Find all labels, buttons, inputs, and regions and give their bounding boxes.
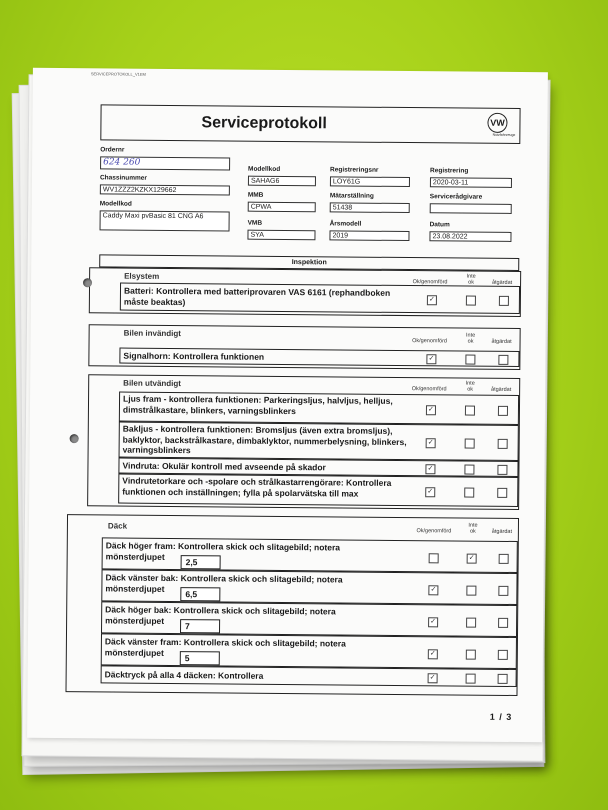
ok-checkbox[interactable]: ✓ xyxy=(426,354,436,364)
atgardat-checkbox[interactable] xyxy=(498,674,508,684)
tread-depth-field[interactable]: 2,5 xyxy=(181,555,221,569)
ok-checkbox[interactable]: ✓ xyxy=(428,585,438,595)
row-text: Signalhorn: Kontrollera funktionen xyxy=(123,350,265,362)
modellkod-label: Modellkod xyxy=(248,165,281,173)
atgardat-checkbox[interactable] xyxy=(498,406,508,416)
col-ok-header: Ok/genomförd xyxy=(416,528,452,535)
row-text: Däck vänster bak: Kontrollera skick och slitagebild; notera mönsterdjupet xyxy=(105,572,343,594)
modell-label: Modellkod xyxy=(99,200,132,208)
inte-ok-checkbox[interactable] xyxy=(465,439,475,449)
tread-depth-field[interactable]: 7 xyxy=(180,619,220,633)
punch-hole xyxy=(70,434,79,443)
ok-checkbox[interactable]: ✓ xyxy=(425,464,435,474)
brand-subtitle: Nutzfahrzeuge xyxy=(492,132,516,137)
table-row xyxy=(119,422,519,461)
ordernr-field[interactable]: 624 260 xyxy=(100,156,230,170)
table-row xyxy=(101,601,517,637)
row-text: Däck vänster fram: Kontrollera skick och slitagebild; notera mönsterdjupet xyxy=(104,636,346,658)
ok-checkbox[interactable]: ✓ xyxy=(428,649,438,659)
dack-title: Däck xyxy=(107,521,128,531)
registrering-field[interactable]: 2020-03-11 xyxy=(430,177,512,188)
atgardat-checkbox[interactable] xyxy=(497,488,507,498)
atgardat-checkbox[interactable] xyxy=(499,296,509,306)
mmb-label: MMB xyxy=(247,191,264,199)
row-text: Vindrutetorkare och -spolare och strålkastarrengörare: Kontrollera funktionen och inställningen; fylla på spolarvätska till max xyxy=(122,475,392,499)
vmb-field[interactable]: SYA xyxy=(247,230,315,241)
ok-checkbox[interactable]: ✓ xyxy=(426,405,436,415)
ok-checkbox[interactable]: ✓ xyxy=(427,295,437,305)
col-ok-header: Ok/genomförd xyxy=(412,338,448,345)
elsystem-title: Elsystem xyxy=(124,271,160,281)
row-text: Däck höger fram: Kontrollera skick och slitagebild; notera mönsterdjupet xyxy=(105,540,341,562)
datum-label: Datum xyxy=(429,221,450,229)
row-text: Bakljus - kontrollera funktionen: Bromsljus (även extra bromsljus), baklyktor, backstrålkastare, dimbaklyktor, nummerbelysning, blinkers, varningsblinkers xyxy=(122,423,407,456)
table-row xyxy=(102,537,518,573)
invandigt-title: Bilen invändigt xyxy=(123,328,182,339)
col-inte-ok-header: Inte ok xyxy=(465,380,475,393)
invandigt-section xyxy=(88,324,520,370)
page-title: Serviceprotokoll xyxy=(201,114,327,133)
ok-checkbox[interactable]: ✓ xyxy=(425,487,435,497)
ok-checkbox[interactable]: ✓ xyxy=(428,673,438,683)
row-text: Däck höger bak: Kontrollera skick och slitagebild; notera mönsterdjupet xyxy=(105,604,336,626)
utvandigt-title: Bilen utvändigt xyxy=(123,378,182,389)
ok-checkbox[interactable]: ✓ xyxy=(426,438,436,448)
matar-label: Mätarställning xyxy=(329,192,374,200)
inte-ok-checkbox[interactable] xyxy=(466,296,476,306)
atgardat-checkbox[interactable] xyxy=(498,439,508,449)
atgardat-checkbox[interactable] xyxy=(499,554,509,564)
ordernr-label: Ordernr xyxy=(100,146,125,154)
table-row xyxy=(120,283,520,314)
matar-field[interactable]: 51438 xyxy=(330,202,410,213)
servicemottagare-label: Servicerådgivare xyxy=(429,193,483,201)
inte-ok-checkbox[interactable]: ✓ xyxy=(467,554,477,564)
utvandigt-section xyxy=(87,374,520,510)
inspection-title: Inspektion xyxy=(99,254,519,271)
row-text: Ljus fram - kontrollera funktionen: Parkeringsljus, halvljus, helljus, dimstrålkastare, blinkers, varningsblinkers xyxy=(122,393,393,416)
chassinummer-field[interactable]: WV1ZZZ2KZKX129662 xyxy=(100,184,230,195)
col-atgardat-header: åtgärdat xyxy=(491,528,513,535)
datum-field[interactable]: 23.08.2022 xyxy=(429,231,511,242)
table-row xyxy=(101,633,517,669)
inte-ok-checkbox[interactable] xyxy=(465,355,475,365)
atgardat-checkbox[interactable] xyxy=(498,618,508,628)
table-row xyxy=(118,474,518,507)
atgardat-checkbox[interactable] xyxy=(497,465,507,475)
table-row xyxy=(101,569,517,605)
regnr-label: Registreringsnr xyxy=(330,166,379,174)
small-print: SERVICEPROTOKOLL_V1EM xyxy=(90,71,146,77)
table-row xyxy=(119,348,519,367)
chassinummer-label: Chassinummer xyxy=(99,174,147,182)
arsmodell-label: Årsmodell xyxy=(329,220,362,228)
service-protocol-page xyxy=(27,68,548,742)
col-inte-ok-header: Inte ok xyxy=(465,332,476,345)
modell-field[interactable]: Caddy Maxi pvBasic 81 CNG A6 xyxy=(100,210,230,231)
col-atgardat-header: åtgärdat xyxy=(491,338,512,345)
registrering-label: Registrering xyxy=(430,167,469,175)
col-atgardat-header: åtgärdat xyxy=(491,279,513,286)
atgardat-checkbox[interactable] xyxy=(498,650,508,660)
arsmodell-field[interactable]: 2019 xyxy=(329,230,409,241)
row-text: Batteri: Kontrollera med batteriprovaren VAS 6161 (rephandboken måste beaktas) xyxy=(123,285,391,307)
servicemottagare-field[interactable] xyxy=(430,203,512,214)
row-text: Däcktryck på alla 4 däcken: Kontrollera xyxy=(104,669,264,681)
inte-ok-checkbox[interactable] xyxy=(466,674,476,684)
table-row xyxy=(119,392,519,425)
elsystem-section xyxy=(89,267,521,317)
tread-depth-field[interactable]: 5 xyxy=(180,651,220,665)
inte-ok-checkbox[interactable] xyxy=(466,650,476,660)
inte-ok-checkbox[interactable] xyxy=(464,465,474,475)
regnr-field[interactable]: LOY61G xyxy=(330,176,410,187)
title-box xyxy=(100,104,520,144)
inte-ok-checkbox[interactable] xyxy=(466,618,476,628)
col-inte-ok-header: Inte ok xyxy=(466,273,476,286)
modellkod-field[interactable]: SAHAG6 xyxy=(248,176,316,187)
col-inte-ok-header: Inte ok xyxy=(468,522,478,535)
inte-ok-checkbox[interactable] xyxy=(464,488,474,498)
row-text: Vindruta: Okulär kontroll med avseende på skador xyxy=(122,460,326,473)
table-row xyxy=(101,665,517,687)
col-ok-header: Ok/genomförd xyxy=(411,386,447,393)
col-ok-header: Ok/genomförd xyxy=(412,279,448,286)
col-atgardat-header: åtgärdat xyxy=(491,386,512,393)
atgardat-checkbox[interactable] xyxy=(498,586,508,596)
tread-depth-field[interactable]: 6,5 xyxy=(180,587,220,601)
atgardat-checkbox[interactable] xyxy=(498,355,508,365)
ok-checkbox[interactable] xyxy=(429,553,439,563)
vw-logo-icon: VW xyxy=(487,113,507,133)
ok-checkbox[interactable]: ✓ xyxy=(428,617,438,627)
punch-hole xyxy=(83,278,92,287)
page-number: 1 / 3 xyxy=(489,711,513,722)
inte-ok-checkbox[interactable] xyxy=(465,406,475,416)
dack-section xyxy=(65,514,519,696)
vmb-label: VMB xyxy=(247,219,263,227)
mmb-field[interactable]: CPWA xyxy=(248,202,316,213)
inte-ok-checkbox[interactable] xyxy=(466,586,476,596)
